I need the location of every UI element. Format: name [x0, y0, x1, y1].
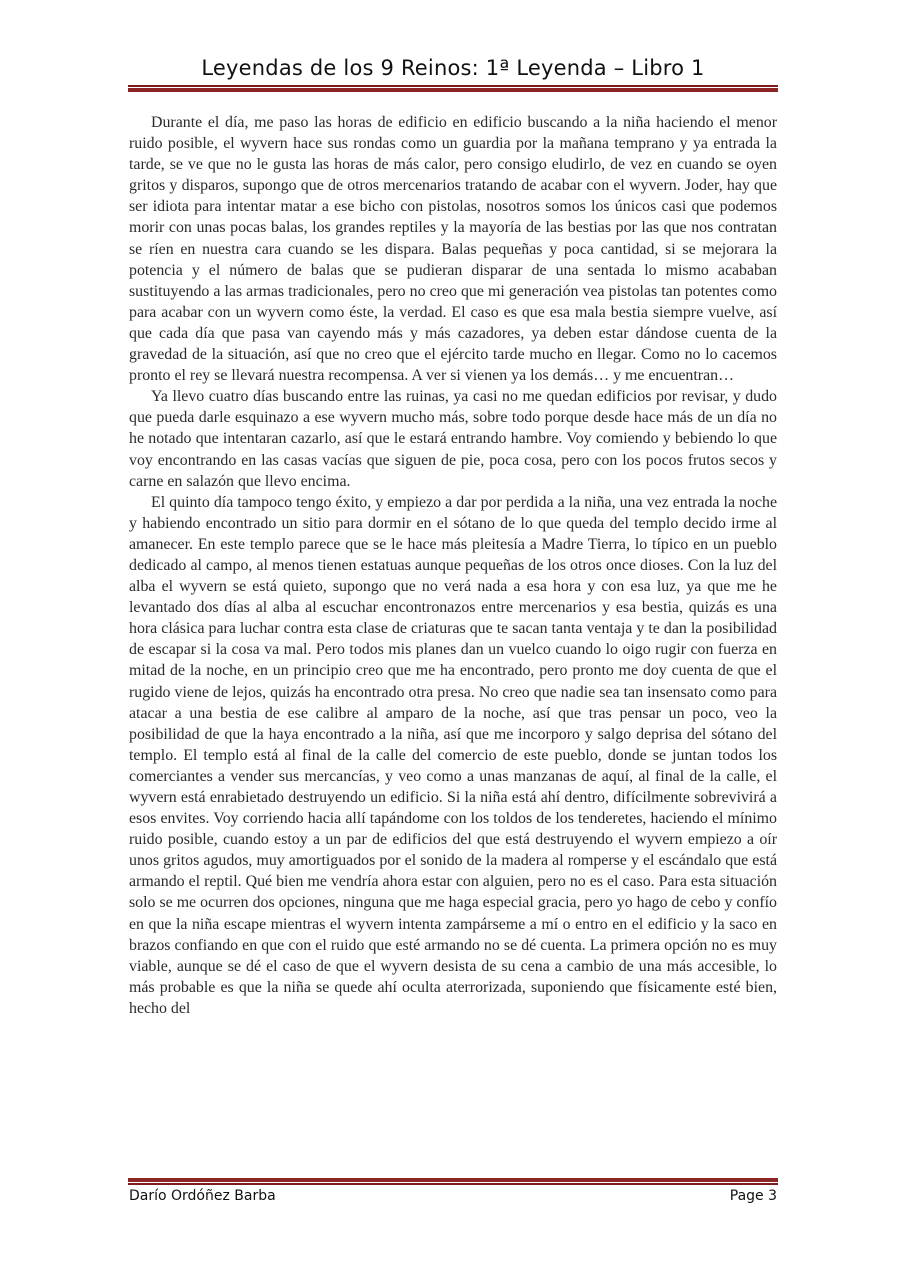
header-rule-thick [128, 88, 778, 92]
footer-author: Darío Ordóñez Barba [129, 1188, 276, 1204]
paragraph: El quinto día tampoco tengo éxito, y empiezo a dar por perdida a la niña, una vez entrada la noche y habiendo encontrado un sitio para dormir en el sótano de lo que queda del templo decido irme al amanecer. En este templo parece que se le hace más pleitesía a Madre Tierra, lo típico en un pueblo dedicado al campo, al menos tienen estatuas aunque pequeñas de los otros once dioses. Con la luz del alba el wyvern se está quieto, supongo que no verá nada a esa hora y con esa luz, ya que me he levantado dos días al alba al escuchar encontronazos entre mercenarios y esa bestia, quizás es una hora clásica para luchar contra esta clase de criaturas que te sacan tanta ventaja y te dan la posibilidad de escapar si la cosa va mal. Pero todos mis planes dan un vuelco cuando lo oigo rugir con fuerza en mitad de la noche, en un principio creo que me ha encontrado, pero pronto me doy cuenta de que el rugido viene de lejos, quizás ha encontrado otra presa. No creo que nadie sea tan insensato como para atacar a una bestia de ese calibre al amparo de la noche, así que tras pensar un poco, veo la posibilidad de que la haya encontrado a la niña, así que me incorporo y salgo deprisa del sótano del templo. El templo está al final de la calle del comercio de este pueblo, donde se juntan todos los comerciantes a vender sus mercancías, y veo como a unas manzanas de aquí, al final de la calle, el wyvern está enrabietado destruyendo un edificio. Si la niña está ahí dentro, difícilmente sobrevivirá a esos envites. Voy corriendo hacia allí tapándome con los toldos de los tenderetes, haciendo el mínimo ruido posible, cuando estoy a un par de edificios del que está destruyendo el wyvern empiezo a oír unos gritos agudos, muy amortiguados por el sonido de la madera al romperse y el escándalo que está armando el reptil. Qué bien me vendría ahora estar con alguien, pero no es el caso. Para esta situación solo se me ocurren dos opciones, ninguna que me haga especial gracia, pero yo hago de cebo y confío en que la niña escape mientras el wyvern intenta zampárseme a mí o entro en el edificio y la saco en brazos confiando en que con el ruido que esté armando no se dé cuenta. La primera opción no es muy viable, aunque se dé el caso de que el wyvern desista de su cena a cambio de una más accesible, lo más probable es que la niña se quede ahí oculta aterrorizada, suponiendo que físicamente esté bien, hecho del [129, 493, 777, 1017]
paragraph: Durante el día, me paso las horas de edificio en edificio buscando a la niña haciendo el menor ruido posible, el wyvern hace sus rondas como un guardia por la mañana temprano y ya entrada la tarde, se ve que no le gusta las horas de más calor, pero consigo eludirlo, de vez en cuando se oyen gritos y disparos, supongo que de otros mercenarios tratando de acabar con el wyvern. Joder, hay que ser idiota para intentar matar a ese bicho con pistolas, nosotros somos los únicos casi que podemos morir con unas pocas balas, los grandes reptiles y la mayoría de las bestias por las que nos contratan se ríen en nuestra cara cuando se les dispara. Balas pequeñas y poca cantidad, si se mejorara la potencia y el número de balas que se pudieran disparar de una sentada lo mismo acababan sustituyendo a las armas tradicionales, pero no creo que mi generación vea pistolas tan potentes como para acabar con un wyvern como éste, la verdad. El caso es que esa mala bestia siempre vuelve, así que cada día que pasa van cayendo más y más cazadores, ya deben estar dándose cuenta de la gravedad de la situación, así que no creo que el ejército tarde mucho en llegar. Como no lo cacemos pronto el rey se llevará nuestra recompensa. A ver si vienen ya los demás… y me encuentran… [129, 114, 777, 385]
footer-rule-thick [128, 1178, 778, 1182]
footer-rule-thin [128, 1183, 778, 1185]
footer-page-number: Page 3 [729, 1188, 777, 1204]
body-text [129, 112, 777, 1019]
page-header-title: Leyendas de los 9 Reinos: 1ª Leyenda – Libro 1 [201, 56, 705, 80]
paragraph: Ya llevo cuatro días buscando entre las ruinas, ya casi no me quedan edificios por revisar, y dudo que pueda darle esquinazo a ese wyvern mucho más, sobre todo porque desde hace más de un día no he notado que intentaran cazarlo, así que le estará entrando hambre. Voy comiendo y bebiendo lo que voy encontrando en las casas vacías que siguen de pie, poca cosa, pero con los pocos frutos secos y carne en salazón que llevo encima. [129, 388, 777, 490]
header-rule-thin [128, 85, 778, 87]
